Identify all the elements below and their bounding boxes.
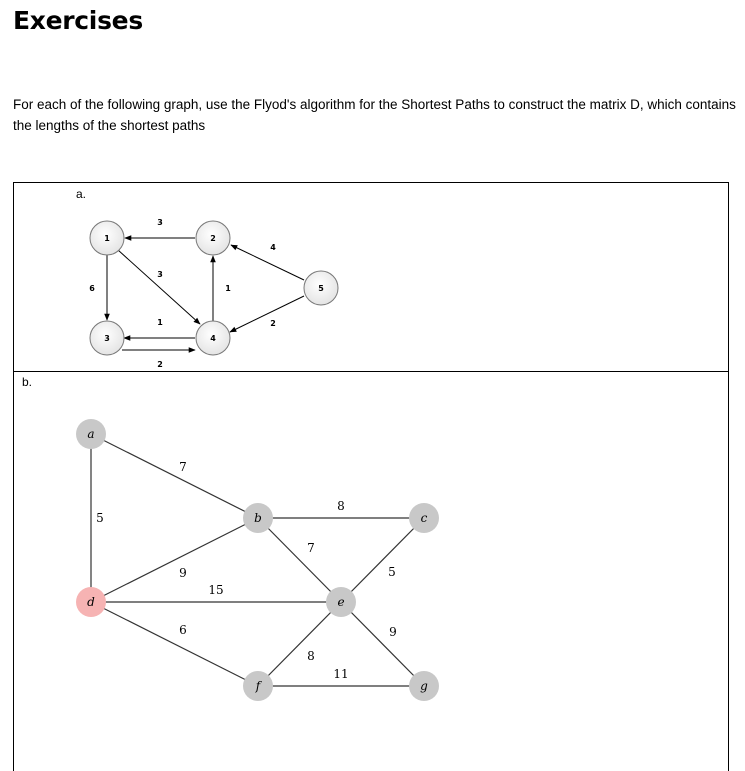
node-5-label: 5: [318, 284, 324, 293]
graph-b: [76, 419, 439, 701]
weight-f-g: 11: [333, 667, 349, 681]
page-title: Exercises: [13, 6, 143, 35]
node-1: [90, 221, 124, 255]
node-b-label: b: [254, 511, 262, 525]
node-c: [409, 503, 439, 533]
node-4-label: 4: [210, 334, 216, 343]
edge-1-4: [118, 250, 200, 324]
node-5: [304, 271, 338, 305]
weight-b-c: 8: [337, 499, 345, 513]
node-a-label: a: [87, 427, 95, 441]
node-g: [409, 671, 439, 701]
weight-5-4: 2: [270, 319, 276, 328]
node-1-label: 1: [104, 234, 110, 243]
edge-5-4: [230, 296, 304, 332]
edge-a-b: [91, 434, 258, 518]
edge-5-2: [231, 245, 304, 280]
instructions-text: For each of the following graph, use the Flyod's algorithm for the Shortest Paths to construct the matrix D, which contains the lengths of the shortest paths: [13, 97, 736, 133]
weight-4-3: 1: [157, 318, 163, 327]
edge-b-d: [91, 518, 258, 602]
weight-c-e: 5: [388, 565, 396, 579]
node-3-label: 3: [104, 334, 110, 343]
node-e-label: e: [337, 595, 345, 609]
weight-d-e: 15: [208, 583, 224, 597]
weight-e-g: 9: [389, 625, 397, 639]
edge-e-g: [341, 602, 424, 686]
edge-d-f: [91, 602, 258, 686]
node-b: [243, 503, 273, 533]
weight-b-e: 7: [307, 541, 315, 555]
weight-d-f: 6: [179, 623, 187, 637]
weight-1-4: 3: [157, 270, 163, 279]
edge-e-f: [258, 602, 341, 686]
weight-a-b: 7: [179, 460, 187, 474]
node-g-label: g: [420, 679, 428, 693]
edge-b-e: [258, 518, 341, 602]
node-d-label: d: [87, 595, 95, 609]
graph-b-label: b.: [22, 375, 33, 389]
weight-5-2: 4: [270, 243, 276, 252]
weight-e-f: 8: [307, 649, 315, 663]
node-c-label: c: [420, 511, 428, 525]
node-f-label: f: [255, 679, 261, 693]
weight-a-d: 5: [96, 511, 104, 525]
weight-2-1: 3: [157, 218, 163, 227]
weight-b-d: 9: [179, 566, 187, 580]
graph-a-label: a.: [76, 187, 87, 201]
edge-c-e: [341, 518, 424, 602]
weight-3-4: 2: [157, 360, 163, 369]
node-2: [196, 221, 230, 255]
node-4: [196, 321, 230, 355]
node-2-label: 2: [210, 234, 216, 243]
node-d: [76, 587, 106, 617]
node-3: [90, 321, 124, 355]
weight-1-3: 6: [89, 284, 95, 293]
weight-4-2: 1: [225, 284, 231, 293]
node-f: [243, 671, 273, 701]
node-e: [326, 587, 356, 617]
node-a: [76, 419, 106, 449]
